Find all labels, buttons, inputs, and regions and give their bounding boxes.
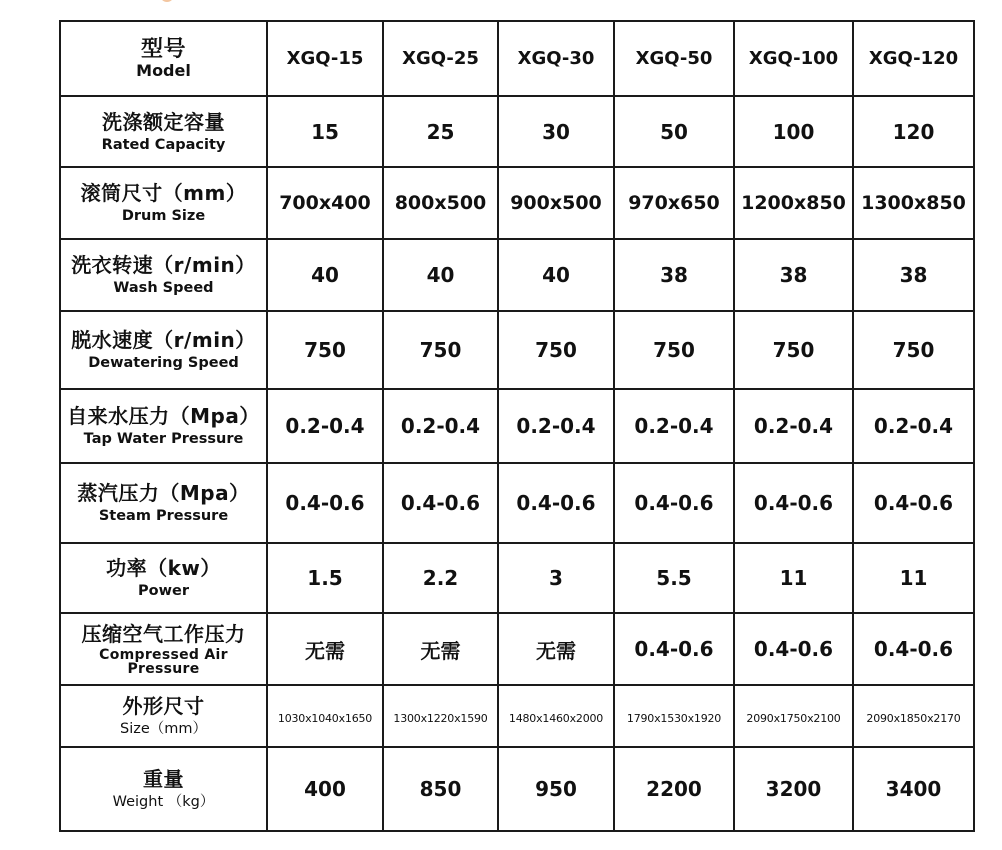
cell-value: 0.2-0.4 (285, 414, 365, 438)
model-label-en: Model (136, 60, 191, 80)
cell-value: 850 (419, 777, 462, 801)
value-cell (734, 543, 853, 613)
table-row (60, 613, 974, 685)
value-cell (383, 543, 498, 613)
row-label-zh: 重量 (143, 767, 184, 791)
model-header-cell (60, 21, 267, 96)
value-cell (734, 167, 853, 239)
value-cell (498, 543, 614, 613)
table-row (60, 311, 974, 389)
cell-value: 无需 (420, 638, 461, 663)
table-row (60, 239, 974, 311)
model-cell (734, 21, 853, 96)
value-cell (614, 389, 734, 463)
cell-value: 11 (779, 566, 808, 590)
value-cell (267, 167, 383, 239)
cell-value: 2090x1750x2100 (746, 711, 841, 725)
cell-value: 38 (899, 263, 928, 287)
table-row (60, 389, 974, 463)
value-cell (383, 389, 498, 463)
cell-value: 100 (772, 119, 815, 144)
value-cell (734, 613, 853, 685)
value-cell (734, 239, 853, 311)
cell-value: 120 (892, 119, 935, 144)
cell-value: 1790x1530x1920 (626, 711, 722, 725)
value-cell (614, 96, 734, 167)
value-cell (853, 311, 974, 389)
model-name: XGQ-15 (286, 48, 364, 69)
row-label-zh: 洗衣转速（r/min） (71, 253, 256, 277)
value-cell (383, 239, 498, 311)
value-cell (614, 311, 734, 389)
row-label-zh: 蒸汽压力（Mpa） (77, 481, 250, 505)
row-label-zh: 自来水压力（Mpa） (67, 404, 260, 428)
table-row (60, 167, 974, 239)
table-header-row (60, 21, 974, 96)
table-row (60, 543, 974, 613)
value-cell (267, 543, 383, 613)
cell-value: 0.4-0.6 (873, 637, 954, 661)
model-name: XGQ-50 (635, 48, 713, 69)
value-cell (498, 167, 614, 239)
row-label (60, 747, 267, 831)
model-name: XGQ-30 (517, 48, 595, 69)
table-row (60, 685, 974, 747)
cell-value: 900x500 (510, 192, 602, 214)
cell-value: 50 (660, 119, 688, 144)
cell-value: 0.2-0.4 (634, 414, 714, 438)
value-cell (498, 96, 614, 167)
model-label-zh: 型号 (140, 36, 186, 62)
value-cell (267, 613, 383, 685)
value-cell (853, 543, 974, 613)
cell-value: 1030x1040x1650 (277, 711, 373, 725)
cell-value: 750 (419, 338, 462, 362)
value-cell (614, 543, 734, 613)
cell-value: 38 (779, 263, 808, 287)
cell-value: 5.5 (656, 566, 692, 590)
value-cell (734, 747, 853, 831)
value-cell (267, 96, 383, 167)
value-cell (498, 239, 614, 311)
row-label-zh: 压缩空气工作压力 (81, 622, 246, 646)
cell-value: 1480x1460x2000 (508, 711, 604, 725)
cell-value: 3400 (885, 777, 942, 801)
cell-value: 0.4-0.6 (400, 491, 481, 515)
cell-value: 15 (311, 119, 339, 144)
row-label (60, 389, 267, 463)
value-cell (853, 167, 974, 239)
cell-value: 1300x850 (861, 192, 966, 214)
value-cell (498, 685, 614, 747)
value-cell (267, 463, 383, 543)
cell-value: 1200x850 (741, 192, 846, 214)
cell-value: 0.4-0.6 (516, 491, 596, 515)
value-cell (498, 747, 614, 831)
model-cell (498, 21, 614, 96)
row-label-zh: 外形尺寸 (122, 694, 205, 718)
cell-value: 无需 (305, 638, 345, 663)
row-label (60, 613, 267, 685)
row-label-en-line2: Pressure (127, 661, 200, 677)
cell-value: 800x500 (394, 192, 487, 214)
row-label-en: Drum Size (121, 208, 206, 224)
value-cell (614, 239, 734, 311)
row-label (60, 167, 267, 239)
cell-value: 0.4-0.6 (285, 491, 365, 515)
value-cell (383, 311, 498, 389)
row-label-en: Rated Capacity (101, 136, 226, 153)
cell-value: 无需 (536, 638, 576, 663)
model-name: XGQ-25 (402, 48, 479, 69)
cell-value: 40 (311, 263, 339, 287)
value-cell (383, 167, 498, 239)
value-cell (383, 685, 498, 747)
cell-value: 38 (660, 263, 688, 287)
row-label (60, 96, 267, 167)
cell-value: 750 (892, 338, 935, 362)
value-cell (498, 389, 614, 463)
value-cell (267, 747, 383, 831)
cell-value: 0.4-0.6 (873, 491, 954, 515)
cell-value: 40 (426, 263, 455, 287)
value-cell (267, 685, 383, 747)
model-cell (853, 21, 974, 96)
row-label-en: Dewatering Speed (88, 355, 239, 371)
table-row (60, 463, 974, 543)
cell-value: 0.2-0.4 (516, 414, 596, 438)
value-cell (498, 613, 614, 685)
cell-value: 750 (535, 338, 577, 362)
row-label-en: Steam Pressure (98, 508, 229, 524)
row-label-zh: 脱水速度（r/min） (71, 328, 256, 352)
spec-table (59, 20, 975, 832)
model-name: XGQ-120 (868, 48, 959, 69)
value-cell (734, 389, 853, 463)
cell-value: 950 (535, 777, 577, 801)
row-label-zh: 功率（kw） (106, 556, 221, 580)
row-label-zh: 滚筒尺寸（mm） (80, 181, 247, 205)
row-label-en: Size（mm） (119, 721, 207, 737)
table-row (60, 747, 974, 831)
value-cell (853, 613, 974, 685)
cell-value: 25 (426, 119, 455, 144)
row-label (60, 685, 267, 747)
row-label-zh: 洗涤额定容量 (102, 109, 225, 134)
value-cell (853, 239, 974, 311)
row-label (60, 239, 267, 311)
value-cell (853, 463, 974, 543)
value-cell (853, 747, 974, 831)
value-cell (498, 463, 614, 543)
cell-value: 1.5 (307, 566, 343, 590)
row-label (60, 311, 267, 389)
row-label-en: Weight （kg） (112, 794, 215, 810)
value-cell (734, 463, 853, 543)
value-cell (498, 311, 614, 389)
model-cell (383, 21, 498, 96)
value-cell (614, 463, 734, 543)
cell-value: 2.2 (422, 566, 459, 590)
cell-value: 40 (542, 263, 570, 287)
row-label-en: Wash Speed (113, 280, 214, 296)
value-cell (614, 613, 734, 685)
cell-value: 0.4-0.6 (753, 491, 834, 515)
cell-value: 0.2-0.4 (873, 414, 954, 438)
table-row (60, 96, 974, 167)
row-label (60, 463, 267, 543)
value-cell (734, 96, 853, 167)
model-name: XGQ-100 (748, 48, 839, 69)
cell-value: 1300x1220x1590 (393, 711, 488, 725)
cell-value: 700x400 (279, 192, 371, 214)
value-cell (614, 167, 734, 239)
cell-value: 400 (304, 777, 346, 801)
value-cell (383, 747, 498, 831)
decorative-mark (160, 0, 174, 2)
cell-value: 11 (899, 566, 928, 590)
cell-value: 750 (304, 338, 346, 362)
value-cell (614, 747, 734, 831)
cell-value: 750 (772, 338, 815, 362)
row-label-en: Compressed Air (99, 647, 228, 663)
value-cell (734, 685, 853, 747)
value-cell (734, 311, 853, 389)
cell-value: 2090x1850x2170 (866, 711, 961, 725)
cell-value: 0.2-0.4 (400, 414, 481, 438)
cell-value: 3 (549, 566, 563, 590)
value-cell (614, 685, 734, 747)
value-cell (853, 96, 974, 167)
cell-value: 3200 (765, 777, 822, 801)
cell-value: 0.4-0.6 (753, 637, 834, 661)
cell-value: 0.2-0.4 (753, 414, 834, 438)
cell-value: 970x650 (628, 192, 720, 214)
cell-value: 750 (653, 338, 695, 362)
value-cell (267, 239, 383, 311)
cell-value: 30 (542, 119, 570, 144)
value-cell (267, 311, 383, 389)
row-label-en: Tap Water Pressure (83, 431, 244, 447)
model-cell (614, 21, 734, 96)
row-label (60, 543, 267, 613)
value-cell (267, 389, 383, 463)
cell-value: 0.4-0.6 (634, 491, 714, 515)
value-cell (853, 389, 974, 463)
value-cell (383, 96, 498, 167)
cell-value: 0.4-0.6 (634, 637, 714, 661)
row-label-en: Power (138, 583, 189, 599)
value-cell (383, 463, 498, 543)
value-cell (853, 685, 974, 747)
value-cell (383, 613, 498, 685)
model-cell (267, 21, 383, 96)
cell-value: 2200 (646, 777, 702, 801)
